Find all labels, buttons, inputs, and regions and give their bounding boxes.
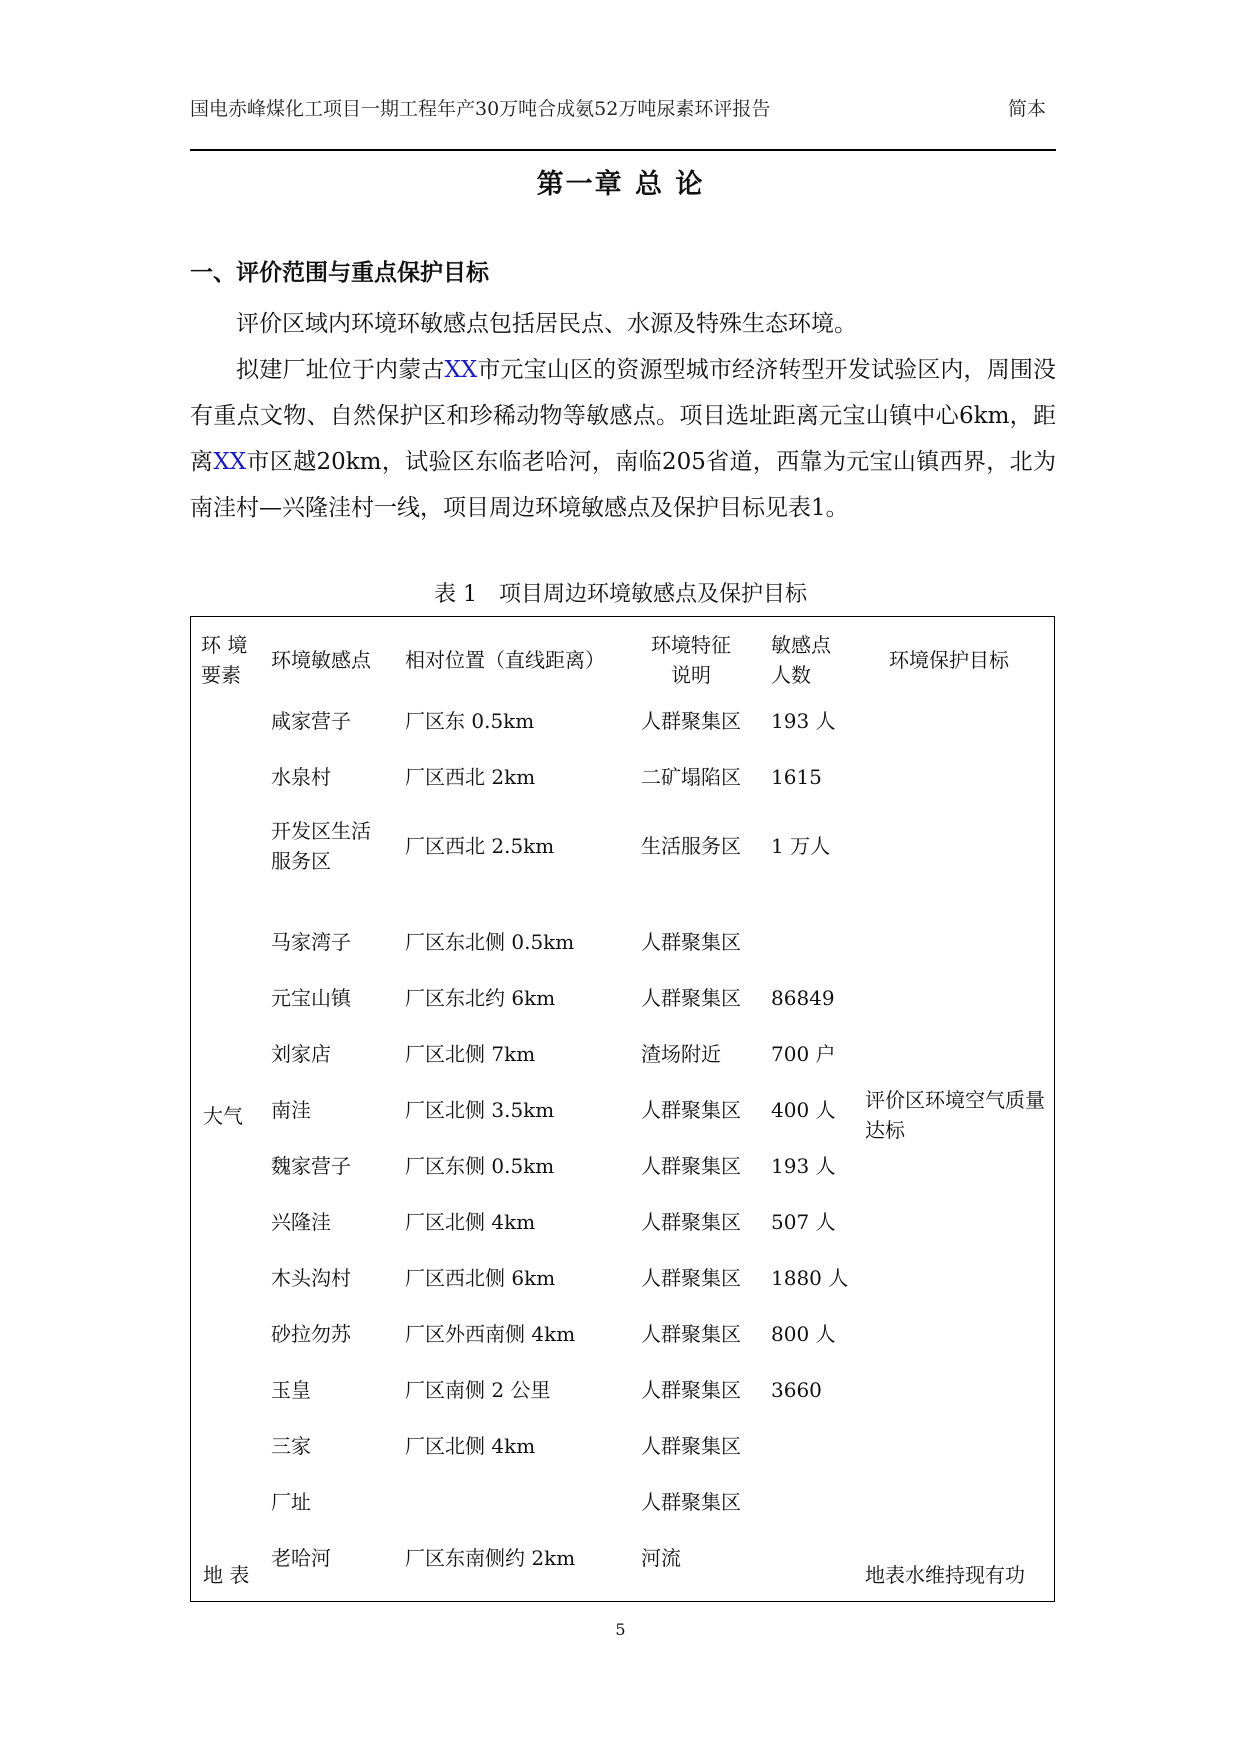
cell-feature: 生活服务区 (641, 834, 741, 858)
cell-population: 400 人 (771, 1098, 836, 1122)
cell-point: 兴隆洼 (271, 1210, 331, 1234)
paragraph-1-text: 评价区域内环境环敏感点包括居民点、水源及特殊生态环境。 (236, 311, 857, 337)
cell-point: 元宝山镇 (271, 986, 351, 1010)
cell-feature: 人群聚集区 (641, 1490, 741, 1514)
cell-position: 厂区东 0.5km (405, 709, 535, 733)
cell-population: 86849 (771, 986, 835, 1010)
cell-point: 咸家营子 (271, 709, 351, 733)
cell-point: 马家湾子 (271, 930, 351, 954)
cell-feature: 渣场附近 (641, 1042, 721, 1066)
cell-population: 193 人 (771, 1154, 836, 1178)
paragraph-1 (190, 301, 1056, 347)
air-target-cell: 评价区环境空气质量达标 (865, 1088, 1045, 1142)
cell-position: 厂区北侧 4km (405, 1434, 536, 1458)
cell-population: 3660 (771, 1378, 822, 1402)
cell-position: 厂区西北 2km (405, 765, 536, 789)
cell-feature: 二矿塌陷区 (641, 765, 741, 789)
table-caption: 表 1 项目周边环境敏感点及保护目标 (434, 582, 807, 607)
cell-point: 老哈河 (271, 1546, 331, 1570)
cell-point: 魏家营子 (271, 1154, 351, 1178)
running-header (190, 94, 1056, 124)
cell-population: 193 人 (771, 709, 836, 733)
cell-point: 开发区生活服务区 (271, 819, 371, 873)
cell-position: 厂区北侧 4km (405, 1210, 536, 1234)
paragraph-2 (190, 347, 1056, 531)
th-target: 环境保护目标 (889, 648, 1009, 672)
cell-position: 厂区北侧 3.5km (405, 1098, 555, 1122)
cell-population: 700 户 (771, 1042, 836, 1066)
paragraph-2-part2: 市元宝山区的资源型城市经济转型开发试验区内，周围没有重点文物、自然保护区和珍稀动物等敏感点。项目选址距离元宝山镇中心6km，距离 (190, 357, 1057, 475)
cell-position: 厂区东北侧 0.5km (405, 930, 575, 954)
header-edition: 简本 (1007, 98, 1046, 120)
cell-point: 刘家店 (271, 1042, 331, 1066)
th-point: 环境敏感点 (271, 648, 371, 672)
cell-point: 厂址 (271, 1490, 311, 1514)
cell-position: 厂区东北约 6km (405, 986, 556, 1010)
cell-position: 厂区西北侧 6km (405, 1266, 556, 1290)
paragraph-2-part3: 市区越20km，试验区东临老哈河，南临205省道，西靠为元宝山镇西界，北为南洼村—兴隆洼村一线，项目周边环境敏感点及保护目标见表1。 (190, 449, 1056, 521)
surface-element-cell: 地 表 (203, 1563, 250, 1587)
cell-feature: 人群聚集区 (641, 1098, 741, 1122)
th-position: 相对位置（直线距离） (405, 648, 605, 672)
cell-population: 507 人 (771, 1210, 836, 1234)
paragraph-2-part1: 拟建厂址位于内蒙古 (236, 357, 445, 383)
cell-position: 厂区外西南侧 4km (405, 1322, 576, 1346)
cell-point: 砂拉勿苏 (271, 1322, 351, 1346)
cell-population: 1615 (771, 765, 822, 789)
section-heading: 一、评价范围与重点保护目标 (190, 260, 489, 286)
cell-position: 厂区东南侧约 2km (405, 1546, 576, 1570)
cell-point: 三家 (271, 1434, 311, 1458)
cell-point: 玉皇 (271, 1378, 311, 1402)
cell-position: 厂区北侧 7km (405, 1042, 536, 1066)
placeholder-city-2: XX (213, 449, 247, 475)
cell-feature: 人群聚集区 (641, 986, 741, 1010)
th-population: 敏感点 人数 (771, 633, 831, 687)
cell-population: 800 人 (771, 1322, 836, 1346)
cell-feature: 人群聚集区 (641, 709, 741, 733)
placeholder-city-1: XX (444, 357, 478, 383)
th-feature: 环境特征 说明 (651, 633, 731, 687)
cell-feature: 河流 (641, 1546, 681, 1570)
cell-point: 木头沟村 (271, 1266, 351, 1290)
cell-population: 1880 人 (771, 1266, 849, 1290)
cell-position: 厂区东侧 0.5km (405, 1154, 555, 1178)
cell-point: 南洼 (271, 1098, 311, 1122)
cell-feature: 人群聚集区 (641, 1434, 741, 1458)
cell-feature: 人群聚集区 (641, 1266, 741, 1290)
header-rule (190, 149, 1056, 151)
cell-population: 1 万人 (771, 834, 831, 858)
cell-feature: 人群聚集区 (641, 1210, 741, 1234)
cell-position: 厂区南侧 2 公里 (405, 1378, 551, 1402)
air-element-cell: 大气 (203, 1104, 243, 1128)
sensitive-points-table (190, 616, 1055, 1602)
header-title: 国电赤峰煤化工项目一期工程年产30万吨合成氨52万吨尿素环评报告 (190, 98, 771, 120)
chapter-title: 第一章 总 论 (536, 169, 705, 200)
cell-feature: 人群聚集区 (641, 930, 741, 954)
cell-feature: 人群聚集区 (641, 1378, 741, 1402)
th-element: 环 境 要素 (201, 633, 248, 687)
cell-feature: 人群聚集区 (641, 1322, 741, 1346)
cell-position: 厂区西北 2.5km (405, 834, 555, 858)
cell-feature: 人群聚集区 (641, 1154, 741, 1178)
surface-target-cell: 地表水维持现有功 (865, 1563, 1025, 1587)
cell-point: 水泉村 (271, 765, 331, 789)
page-number: 5 (615, 1620, 626, 1639)
